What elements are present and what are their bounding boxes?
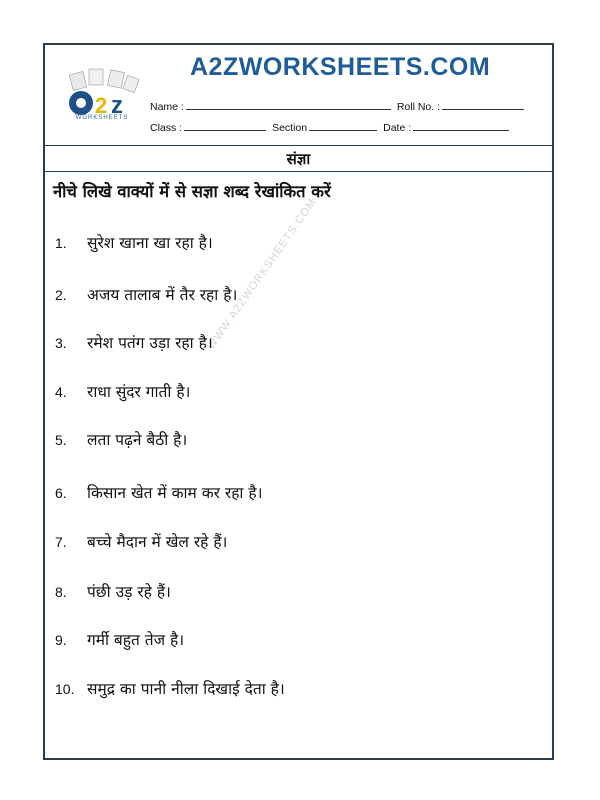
roll-field[interactable] bbox=[442, 100, 524, 110]
item-text: राधा सुंदर गाती है। bbox=[87, 383, 191, 401]
item-text: सुरेश खाना खा रहा है। bbox=[87, 234, 213, 252]
list-item bbox=[55, 231, 213, 253]
list-item bbox=[55, 677, 285, 699]
roll-label: Roll No. : bbox=[396, 101, 441, 113]
list-item bbox=[55, 283, 237, 305]
worksheet-title: संज्ञा bbox=[286, 150, 311, 168]
class-section-date-row bbox=[150, 121, 515, 134]
item-number: 5. bbox=[55, 432, 67, 448]
item-text: लता पढ़ने बैठी है। bbox=[87, 431, 188, 449]
item-number: 6. bbox=[55, 485, 67, 501]
item-number: 10. bbox=[55, 681, 75, 697]
item-text: गर्मी बहुत तेज है। bbox=[87, 631, 185, 649]
item-text: बच्चे मैदान में खेल रहे हैं। bbox=[87, 533, 228, 551]
watermark: WWW.A2ZWORKSHEETS.COM bbox=[205, 196, 320, 352]
title-divider bbox=[45, 171, 552, 172]
list-item bbox=[55, 331, 213, 353]
section-field[interactable] bbox=[309, 121, 377, 131]
item-number: 7. bbox=[55, 534, 67, 550]
section-label: Section bbox=[272, 122, 308, 134]
item-text: किसान खेत में काम कर रहा है। bbox=[87, 484, 263, 502]
site-title: A2ZWORKSHEETS.COM bbox=[190, 53, 491, 81]
item-number: 1. bbox=[55, 235, 67, 251]
svg-text:2: 2 bbox=[95, 93, 108, 118]
logo-subtext: WORKSHEETS bbox=[75, 115, 129, 121]
worksheet-header bbox=[45, 45, 552, 146]
list-item bbox=[55, 428, 187, 450]
list-item bbox=[55, 481, 262, 503]
name-label: Name : bbox=[150, 101, 184, 113]
class-field[interactable] bbox=[184, 121, 266, 131]
date-label: Date : bbox=[383, 122, 412, 134]
item-number: 8. bbox=[55, 584, 67, 600]
item-number: 4. bbox=[55, 384, 67, 400]
item-number: 3. bbox=[55, 335, 67, 351]
item-text: रमेश पतंग उड़ा रहा है। bbox=[87, 334, 213, 352]
instruction-text: नीचे लिखे वाक्यों में से सज्ञा शब्द रेखांकित करें bbox=[53, 182, 331, 201]
list-item bbox=[55, 628, 184, 650]
list-item bbox=[55, 530, 227, 552]
item-number: 9. bbox=[55, 632, 67, 648]
name-field[interactable] bbox=[186, 100, 391, 110]
item-text: पंछी उड़ रहे हैं। bbox=[87, 583, 171, 601]
list-item bbox=[55, 580, 171, 602]
list-item bbox=[55, 380, 190, 402]
date-field[interactable] bbox=[413, 121, 509, 131]
svg-text:z: z bbox=[111, 92, 123, 119]
name-roll-row bbox=[150, 100, 530, 113]
class-label: Class : bbox=[150, 122, 183, 134]
item-text: समुद्र का पानी नीला दिखाई देता है। bbox=[87, 680, 285, 698]
item-number: 2. bbox=[55, 287, 67, 303]
worksheet-frame bbox=[43, 43, 554, 760]
item-text: अजय तालाब में तैर रहा है। bbox=[87, 286, 238, 304]
